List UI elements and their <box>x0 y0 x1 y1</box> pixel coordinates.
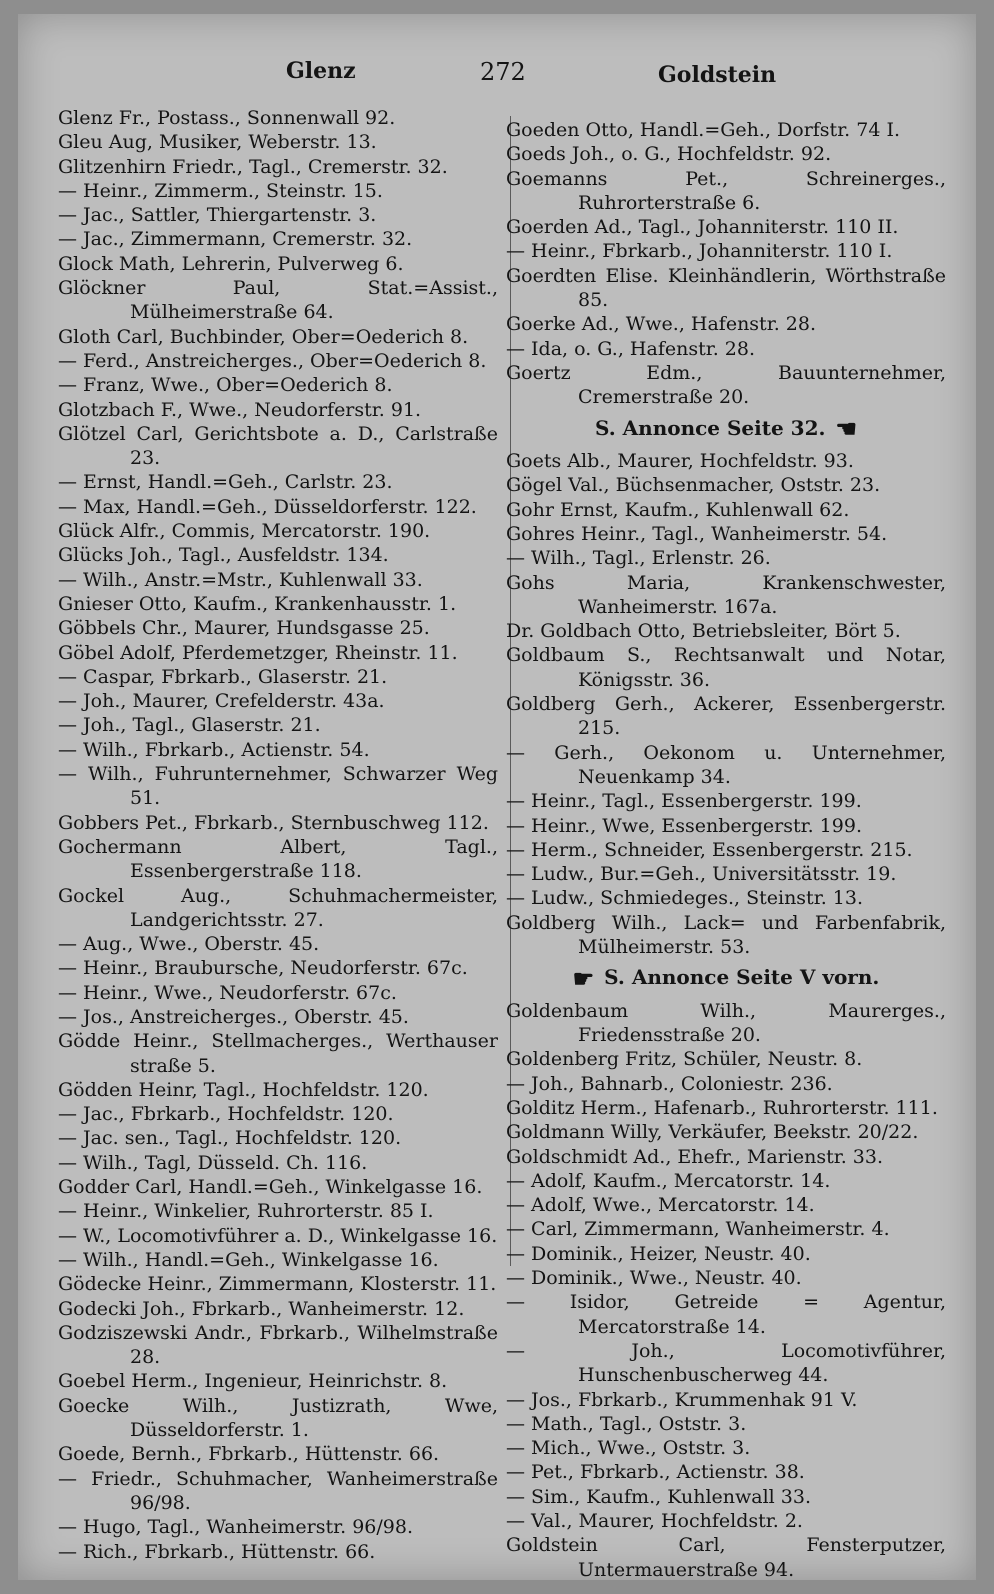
directory-entry: — Wilh., Anstr.=Mstr., Kuhlenwall 33. <box>58 568 423 591</box>
advert-notice-1-text: S. Annonce Seite 32. <box>594 415 826 440</box>
directory-entry: Goertz Edm., Bauunternehmer, Cremerstraße 20. <box>506 361 946 409</box>
directory-entry: — Hugo, Tagl., Wanheimerstr. 96/98. <box>58 1516 414 1539</box>
directory-entry: — Pet., Fbrkarb., Actienstr. 38. <box>506 1461 805 1484</box>
left-column <box>58 106 498 1564</box>
directory-entry: Gohr Ernst, Kaufm., Kuhlenwall 62. <box>506 498 850 521</box>
directory-entry: Godecki Joh., Fbrkarb., Wanheimerstr. 12. <box>58 1297 465 1320</box>
directory-entry: — Jac. sen., Tagl., Hochfeldstr. 120. <box>58 1127 402 1150</box>
directory-entry: — Wilh., Fbrkarb., Actienstr. 54. <box>58 738 370 761</box>
directory-entry: Goldberg Gerh., Ackerer, Essenbergerstr. 215. <box>506 693 946 740</box>
header-first-name: Glenz <box>286 58 356 84</box>
directory-entry: — Math., Tagl., Oststr. 3. <box>506 1412 747 1435</box>
directory-entry: Golditz Herm., Hafenarb., Ruhrorterstr. 111. <box>506 1096 938 1119</box>
directory-entry: — Joh., Maurer, Crefelderstr. 43a. <box>58 690 385 713</box>
directory-entry: — Wilh., Fuhrunternehmer, Schwarzer Weg 51. <box>58 763 498 810</box>
directory-entry: Dr. Goldbach Otto, Betriebsleiter, Bört 5. <box>506 620 901 643</box>
advert-notice-2 <box>506 963 946 993</box>
directory-entry: — Dominik., Heizer, Neustr. 40. <box>506 1242 811 1265</box>
directory-entry: Goets Alb., Maurer, Hochfeldstr. 93. <box>506 450 854 473</box>
directory-entry: Godziszewski Andr., Fbrkarb., Wilhelmstraße 28. <box>58 1321 498 1369</box>
directory-entry: — Ernst, Handl.=Geh., Carlstr. 23. <box>58 471 393 494</box>
directory-entry: — Dominik., Wwe., Neustr. 40. <box>506 1267 802 1290</box>
directory-entry: — Ida, o. G., Hafenstr. 28. <box>506 337 756 360</box>
page-number: 272 <box>480 58 526 86</box>
directory-entry: Goecke Wilh., Justizrath, Wwe, Düsseldorferstr. 1. <box>58 1394 498 1442</box>
directory-entry: Goldenbaum Wilh., Maurerges., Friedensstraße 20. <box>506 999 946 1047</box>
directory-entry: — Carl, Zimmermann, Wanheimerstr. 4. <box>506 1218 890 1241</box>
pointing-hand-icon: ☛ <box>572 963 595 993</box>
directory-entry: Goerke Ad., Wwe., Hafenstr. 28. <box>506 313 816 336</box>
directory-entry: Göbbels Chr., Maurer, Hundsgasse 25. <box>58 617 430 640</box>
directory-entry: — Gerh., Oekonom u. Unternehmer, Neuenkamp 34. <box>506 741 946 788</box>
directory-entry: Gochermann Albert, Tagl., Essenbergerstraße 118. <box>58 835 498 883</box>
directory-entry: — Heinr., Wwe, Essenbergerstr. 199. <box>506 814 862 837</box>
directory-entry: Goldstein Carl, Fensterputzer, Untermauerstraße 94. <box>506 1534 946 1581</box>
directory-entry: Goldschmidt Ad., Ehefr., Marienstr. 33. <box>506 1145 884 1168</box>
directory-entry: Goeds Joh., o. G., Hochfeldstr. 92. <box>506 143 832 166</box>
directory-page <box>18 14 976 1580</box>
directory-entry: — Ludw., Schmiedeges., Steinstr. 13. <box>506 887 863 910</box>
directory-entry: Gobbers Pet., Fbrkarb., Sternbuschweg 112. <box>58 811 489 834</box>
directory-entry: — Wilh., Tagl., Erlenstr. 26. <box>506 547 771 570</box>
directory-entry: — Jac., Zimmermann, Cremerstr. 32. <box>58 228 413 251</box>
directory-entry: — Heinr., Fbrkarb., Johanniterstr. 110 I. <box>506 240 893 263</box>
directory-entry: — Wilh., Handl.=Geh., Winkelgasse 16. <box>58 1248 439 1271</box>
directory-entry: — Joh., Bahnarb., Coloniestr. 236. <box>506 1072 833 1095</box>
pointing-hand-icon: ☚ <box>835 414 857 444</box>
directory-entry: Glitzenhirn Friedr., Tagl., Cremerstr. 32. <box>58 155 448 178</box>
right-column <box>506 118 946 1582</box>
directory-entry: Gödde Heinr., Stellmacherges., Werthauser straße 5. <box>58 1030 498 1077</box>
directory-entry: — Rich., Fbrkarb., Hüttenstr. 66. <box>58 1540 376 1563</box>
directory-entry: — Joh., Tagl., Glaserstr. 21. <box>58 714 321 737</box>
directory-entry: — Wilh., Tagl, Düsseld. Ch. 116. <box>58 1151 368 1174</box>
directory-entry: — Franz, Wwe., Ober=Oederich 8. <box>58 374 393 397</box>
directory-entry: Goerdten Elise. Kleinhändlerin, Wörthstraße 85. <box>506 264 946 312</box>
directory-entry: Goede, Bernh., Fbrkarb., Hüttenstr. 66. <box>58 1443 440 1466</box>
directory-entry: — Heinr., Braubursche, Neudorferstr. 67c. <box>58 957 468 980</box>
directory-entry: — Friedr., Schuhmacher, Wanheimerstraße 96/98. <box>58 1467 498 1514</box>
directory-entry: — W., Locomotivführer a. D., Winkelgasse 16. <box>58 1224 498 1247</box>
directory-entry: Goerden Ad., Tagl., Johanniterstr. 110 II. <box>506 216 899 239</box>
directory-entry: Gockel Aug., Schuhmachermeister, Landgerichtsstr. 27. <box>58 884 498 931</box>
directory-entry: Glück Alfr., Commis, Mercatorstr. 190. <box>58 520 431 543</box>
directory-entry: — Heinr., Winkelier, Ruhrorterstr. 85 I. <box>58 1200 434 1223</box>
directory-entry: Goemanns Pet., Schreinerges., Ruhrorterstraße 6. <box>506 167 946 214</box>
directory-entry: Goldmann Willy, Verkäufer, Beekstr. 20/22. <box>506 1121 919 1144</box>
directory-entry: — Heinr., Wwe., Neudorferstr. 67c. <box>58 981 397 1004</box>
directory-entry: — Max, Handl.=Geh., Düsseldorferstr. 122. <box>58 495 477 518</box>
right-column-part-a <box>506 118 946 410</box>
directory-entry: Gohres Heinr., Tagl., Wanheimerstr. 54. <box>506 522 888 545</box>
right-column-part-b <box>506 449 946 959</box>
header-last-name: Goldstein <box>658 62 777 88</box>
advert-notice-1 <box>506 414 946 444</box>
directory-entry: Glötzel Carl, Gerichtsbote a. D., Carlstraße 23. <box>58 422 498 470</box>
directory-entry: Goldenberg Fritz, Schüler, Neustr. 8. <box>506 1048 863 1071</box>
directory-entry: Gödden Heinr, Tagl., Hochfeldstr. 120. <box>58 1078 429 1101</box>
page-header <box>18 58 976 98</box>
directory-entry: — Adolf, Kaufm., Mercatorstr. 14. <box>506 1169 831 1192</box>
directory-entry: — Jac., Fbrkarb., Hochfeldstr. 120. <box>58 1103 394 1126</box>
directory-entry: Gögel Val., Büchsenmacher, Oststr. 23. <box>506 474 881 497</box>
directory-entry: Glenz Fr., Postass., Sonnenwall 92. <box>58 107 396 129</box>
directory-entry: Gleu Aug, Musiker, Weberstr. 13. <box>58 131 377 154</box>
directory-entry: Goeden Otto, Handl.=Geh., Dorfstr. 74 I. <box>506 119 901 141</box>
directory-entry: Gnieser Otto, Kaufm., Krankenhausstr. 1. <box>58 592 457 615</box>
directory-entry: — Ferd., Anstreicherges., Ober=Oederich 8. <box>58 349 487 372</box>
directory-entry: Goldberg Wilh., Lack= und Farbenfabrik, Mülheimerstr. 53. <box>506 911 946 958</box>
directory-entry: — Adolf, Wwe., Mercatorstr. 14. <box>506 1194 815 1217</box>
directory-entry: — Herm., Schneider, Essenbergerstr. 215. <box>506 838 913 861</box>
directory-entry: Gloth Carl, Buchbinder, Ober=Oederich 8. <box>58 325 469 348</box>
directory-entry: — Jac., Sattler, Thiergartenstr. 3. <box>58 204 377 227</box>
directory-entry: Glotzbach F., Wwe., Neudorferstr. 91. <box>58 398 422 421</box>
directory-entry: Glöckner Paul, Stat.=Assist., Mülheimerstraße 64. <box>58 277 498 324</box>
directory-entry: — Val., Maurer, Hochfeldstr. 2. <box>506 1510 803 1533</box>
right-column-part-c <box>506 999 946 1582</box>
directory-entry: — Caspar, Fbrkarb., Glaserstr. 21. <box>58 665 388 688</box>
directory-entry: Göbel Adolf, Pferdemetzger, Rheinstr. 11. <box>58 641 458 664</box>
directory-entry: Gödecke Heinr., Zimmermann, Klosterstr. 11. <box>58 1273 497 1296</box>
directory-entry: — Heinr., Zimmerm., Steinstr. 15. <box>58 179 383 202</box>
directory-entry: — Ludw., Bur.=Geh., Universitätsstr. 19. <box>506 863 897 886</box>
directory-entry: Glock Math, Lehrerin, Pulverweg 6. <box>58 252 404 275</box>
directory-entry: Gohs Maria, Krankenschwester, Wanheimerstr. 167a. <box>506 571 946 618</box>
directory-entry: — Jos., Fbrkarb., Krummenhak 91 V. <box>506 1388 858 1411</box>
directory-entry: — Isidor, Getreide = Agentur, Mercatorstraße 14. <box>506 1291 946 1338</box>
directory-entry: Godder Carl, Handl.=Geh., Winkelgasse 16. <box>58 1176 483 1199</box>
directory-entry: — Jos., Anstreicherges., Oberstr. 45. <box>58 1005 409 1028</box>
directory-entry: — Mich., Wwe., Oststr. 3. <box>506 1437 751 1460</box>
directory-entry: Goebel Herm., Ingenieur, Heinrichstr. 8. <box>58 1370 448 1393</box>
directory-entry: — Sim., Kaufm., Kuhlenwall 33. <box>506 1485 812 1508</box>
directory-entry: Glücks Joh., Tagl., Ausfeldstr. 134. <box>58 544 389 567</box>
directory-entry: — Joh., Locomotivführer, Hunschenbuscherweg 44. <box>506 1339 946 1387</box>
directory-entry: Goldbaum S., Rechtsanwalt und Notar, Königsstr. 36. <box>506 644 946 691</box>
directory-entry: — Heinr., Tagl., Essenbergerstr. 199. <box>506 790 862 813</box>
directory-entry: — Aug., Wwe., Oberstr. 45. <box>58 933 320 956</box>
advert-notice-2-text: S. Annonce Seite V vorn. <box>604 965 880 990</box>
